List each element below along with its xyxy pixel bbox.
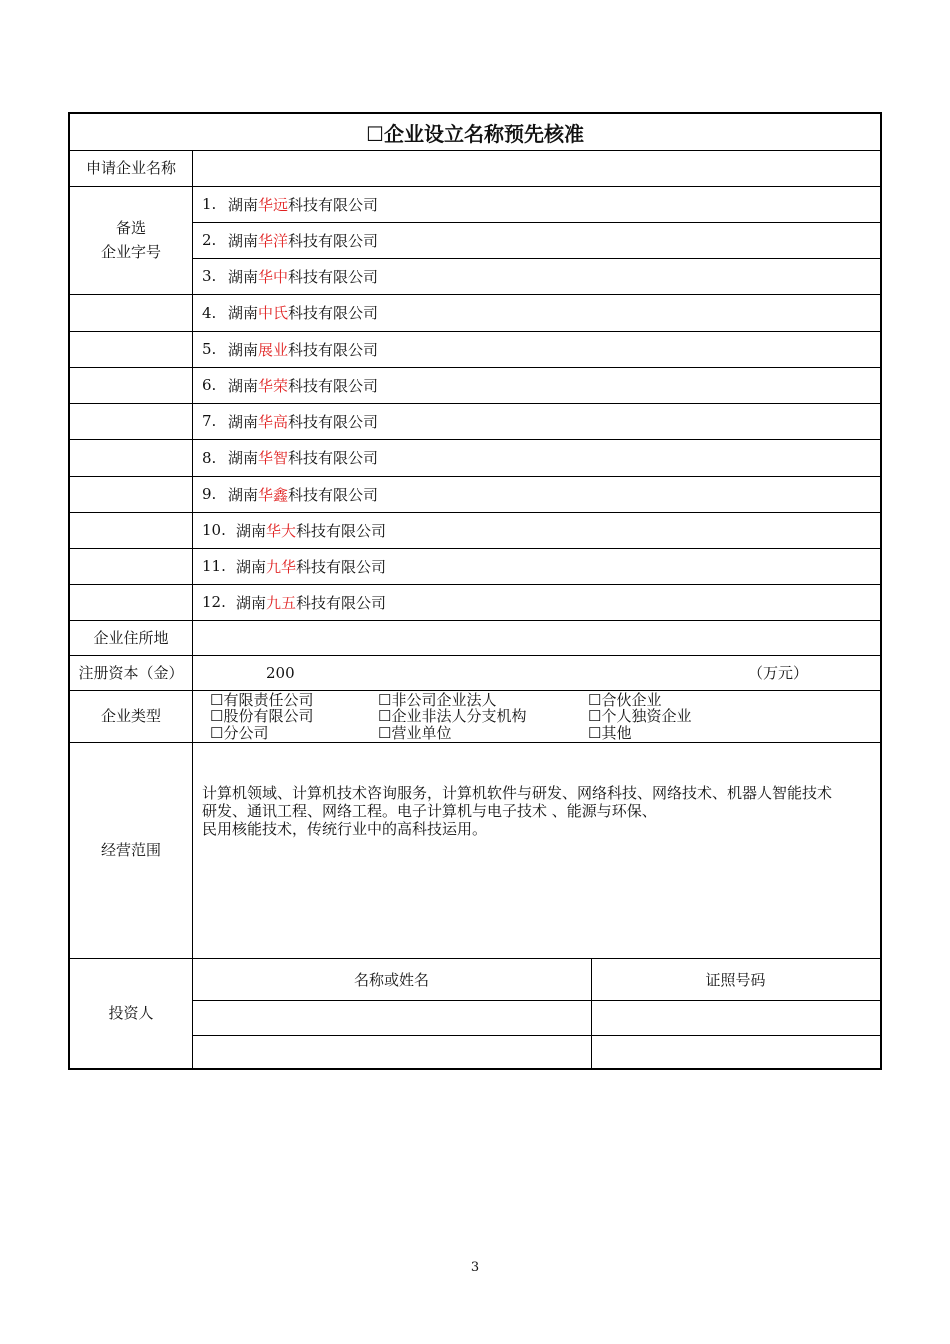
company-type-option[interactable]: ☐个人独资企业 [588,707,692,725]
company-type-option[interactable]: ☐企业非法人分支机构 [378,707,527,725]
company-type-option[interactable]: ☐分公司 [210,724,269,742]
capital-value: 200 [266,663,295,682]
applicant-name-field[interactable] [193,151,879,185]
investor-id-cell[interactable] [592,1001,879,1034]
name-approval-form [68,112,882,1070]
company-type-option[interactable]: ☐其他 [588,724,632,742]
investor-name-cell[interactable] [193,1001,590,1034]
address-label: 企业住所地 [93,628,169,647]
alt-name-row: 6. 湖南 华荣 科技有限公司 [202,376,379,395]
investor-label: 投资人 [108,1004,154,1022]
investor-name-cell[interactable] [193,1036,590,1068]
alt-name-row: 9. 湖南 华鑫 科技有限公司 [202,485,379,504]
alt-name-row: 7. 湖南 华高 科技有限公司 [202,412,379,431]
alt-name-row: 12. 湖南 九五 科技有限公司 [202,593,387,612]
company-type-label: 企业类型 [100,707,161,725]
scope-line: 计算机领域、计算机技术咨询服务，计算机软件与研发、网络科技、网络技术、机器人智能技术 [202,784,833,802]
scope-line: 民用核能技术，传统行业中的高科技运用。 [202,820,488,838]
investor-id-cell[interactable] [592,1036,879,1068]
form-title: ☐企业设立名称预先核准 [70,114,880,151]
alt-name-row: 10. 湖南 华大 科技有限公司 [202,521,387,540]
capital-unit: （万元） [748,664,809,682]
alt-name-row: 2. 湖南 华洋 科技有限公司 [202,231,379,250]
alt-names-label: 备选 企业字号 [100,219,161,261]
company-type-option[interactable]: ☐非公司企业法人 [378,691,497,709]
company-type-option[interactable]: ☐有限责任公司 [210,691,314,709]
alt-name-row: 11. 湖南 九华 科技有限公司 [202,557,387,576]
business-scope-text [202,784,882,838]
applicant-name-label: 申请企业名称 [85,159,176,177]
company-type-option[interactable]: ☐营业单位 [378,724,452,742]
alt-name-row: 5. 湖南 展业 科技有限公司 [202,340,379,359]
alt-name-row: 4. 湖南 中氏 科技有限公司 [202,303,379,322]
investor-name-header: 名称或姓名 [353,970,429,989]
investor-id-header: 证照号码 [705,970,766,989]
scope-label: 经营范围 [100,841,161,859]
capital-label: 注册资本（金） [78,663,184,682]
company-type-option[interactable]: ☐股份有限公司 [210,707,314,725]
alt-name-row: 1. 湖南 华远 科技有限公司 [202,195,379,214]
address-field[interactable] [193,621,879,654]
alt-name-row: 3. 湖南 华中 科技有限公司 [202,267,379,286]
scope-line: 研发、通讯工程、网络工程。电子计算机与电子技术 、能源与环保、 [202,802,657,820]
company-type-option[interactable]: ☐合伙企业 [588,691,662,709]
page-number: 3 [470,1260,480,1275]
alt-name-row: 8. 湖南 华智 科技有限公司 [202,448,379,467]
column-divider [192,150,193,1068]
